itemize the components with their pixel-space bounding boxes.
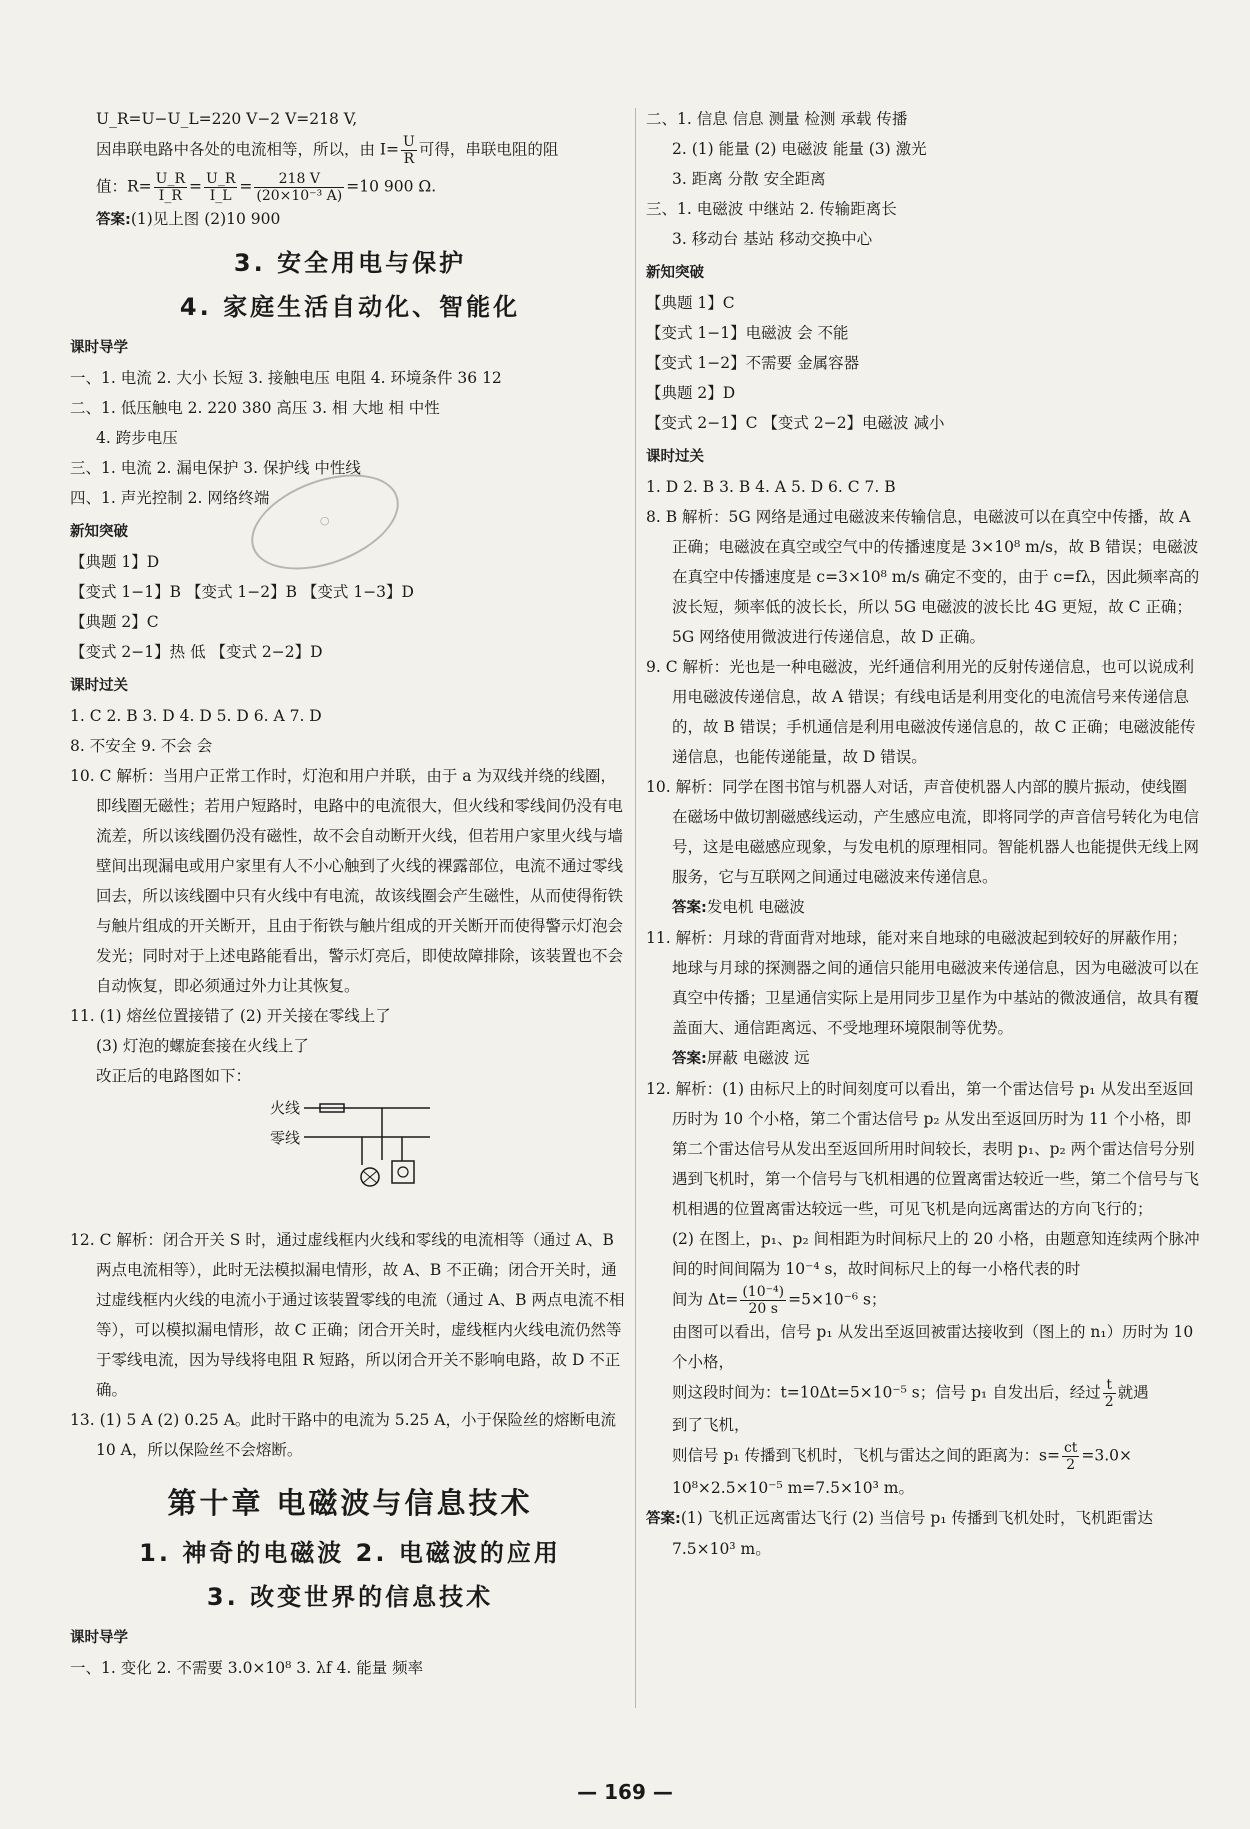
subsection-heading: 课时过关 [646, 449, 704, 465]
formula-line: 则这段时间为：t=10Δt=5×10⁻⁵ s；信号 p₁ 自发出后，经过 $\frac{t}{2}$ 就遇 [672, 1377, 1149, 1410]
subsection-heading: 新知突破 [70, 524, 128, 540]
text-line: 三、1. 电流 2. 漏电保护 3. 保护线 中性线 [70, 459, 361, 477]
text-line: 3. 距离 分散 安全距离 [672, 170, 826, 188]
text-line: 【变式 1−2】不需要 金属容器 [646, 354, 860, 372]
fraction: $\frac{U\_R}{I\_R}$ [155, 171, 186, 204]
chapter-title: 第十章 电磁波与信息技术 [167, 1486, 533, 1520]
text-line: 二、1. 低压触电 2. 220 380 高压 3. 相 大地 相 中性 [70, 399, 440, 417]
solution-paragraph: 9. C 解析：光也是一种电磁波，光纤通信利用光的反射传递信息，也可以说成利用电磁波传递信息，故 A 错误；有线电话是利用变化的电流信号来传递信息的，故 B 错误；手机通信是利用电磁波传递信息的，故 C 正确；电磁波能传递信息，也能传递能量，故 D 错误。 [646, 658, 1196, 766]
fraction: $\frac{U\_R}{I\_L}$ [206, 171, 236, 204]
text-line: 三、1. 电磁波 中继站 2. 传输距离长 [646, 200, 897, 218]
section-title: 1. 神奇的电磁波 2. 电磁波的应用 [139, 1539, 561, 1567]
solution-paragraph: 10. 解析：同学在图书馆与机器人对话，声音使机器人内部的膜片振动，使线圈在磁场中做切割磁感线运动，产生感应电流，即将同学的声音信号转化为电信号，这是电磁感应现象，与发电机的原理相同。智能机器人也能提供无线上网服务，它与互联网之间通过电磁波来传递信息。 [646, 778, 1200, 886]
answer-line: 答案:发电机 电磁波 [672, 898, 805, 916]
answer-line: 答案:(1) 飞机正远离雷达飞行 (2) 当信号 p₁ 传播到飞机处时，飞机距雷达 7.5×10³ m。 [646, 1509, 1153, 1558]
page-number: — 169 — [577, 1780, 673, 1804]
text-line: 1. C 2. B 3. D 4. D 5. D 6. A 7. D [70, 707, 322, 725]
subsection-heading: 课时导学 [70, 1630, 128, 1646]
text-line: 由图可以看出，信号 p₁ 从发出至返回被雷达接收到（图上的 n₁）历时为 10 个小格， [672, 1323, 1194, 1371]
fraction: $\frac{t}{2}$ [1104, 1377, 1114, 1410]
text-line: 4. 跨步电压 [96, 429, 178, 447]
text-line: 【典题 2】D [646, 384, 736, 402]
circuit-diagram [270, 1095, 440, 1205]
fraction: $\frac{U}{R}$ [403, 134, 415, 167]
solution-paragraph: 12. C 解析：闭合开关 S 时，通过虚线框内火线和零线的电流相等（通过 A、B 两点电流相等），此时无法模拟漏电情形，故 A、B 不正确；闭合开关时，通过虚线框内火线的电流小于通过该装置零线的电流（通过 A、B 两点电流不相等），可以模拟漏电情形，故 C 正确；闭合开关时，虚线框内火线电流仍然等于零线电流，因为导线将电阻 R 短路，所以闭合开关不影响电路，故 D 不正确。 [70, 1231, 625, 1399]
solution-paragraph: 8. B 解析：5G 网络是通过电磁波来传输信息，电磁波可以在真空中传播，故 A 正确；电磁波在真空或空气中的传播速度是 3×10⁸ m/s，故 B 错误；电磁波在真空中传播速度是 c=3×10⁸ m/s 确定不变的，由于 c=fλ，因此频率高的波长短，频率低的波长长，所以 5G 电磁波的波长比 4G 更短，故 C 正确；5G 网络使用微波进行传递信息，故 D 正确。 [646, 508, 1200, 646]
formula-line: 值：R= $\frac{U\_R}{I\_R}$ = $\frac{U\_R}{I\_L}$ = $\frac{218 V}{\text{(20×10⁻³ A)}}$ =10 900 Ω. [96, 171, 437, 204]
text-line: 3. 移动台 基站 移动交换中心 [672, 230, 873, 248]
column-divider [635, 108, 636, 1708]
text-line: 【变式 1−1】电磁波 会 不能 [646, 324, 849, 342]
text-line: 【变式 1−1】B 【变式 1−2】B 【变式 1−3】D [70, 583, 414, 601]
text-line: 因串联电路中各处的电流相等，所以，由 I= $\frac{U}{R}$ 可得，串联电阻的阻 [96, 134, 559, 167]
text-line: 二、1. 信息 信息 测量 检测 承载 传播 [646, 110, 908, 128]
text-line: 10⁸×2.5×10⁻⁵ m=7.5×10³ m。 [672, 1479, 914, 1497]
formula-line: 则信号 p₁ 传播到飞机时，飞机与雷达之间的距离为：s= $\frac{ct}{2}$ =3.0× [672, 1440, 1133, 1473]
formula-line: 间为 Δt= $\frac{\text{(10⁻⁴)}}{20 s}$ =5×10⁻⁶ s； [672, 1284, 887, 1317]
fraction: $\frac{\text{(10⁻⁴)}}{20 s}$ [742, 1284, 785, 1317]
text-line: 2. (1) 能量 (2) 电磁波 能量 (3) 激光 [672, 140, 927, 158]
text-line: 一、1. 电流 2. 大小 长短 3. 接触电压 电阻 4. 环境条件 36 12 [70, 369, 502, 387]
live-wire-label: 火线 [270, 1099, 301, 1117]
solution-paragraph: 12. 解析：(1) 由标尺上的时间刻度可以看出，第一个雷达信号 p₁ 从发出至返回历时为 10 个小格，第二个雷达信号 p₂ 从发出至返回历时为 11 个小格，即第二个雷达信号从发出至返回所用时间较长，表明 p₁、p₂ 两个雷达信号分别遇到飞机时，第一个信号与飞机相遇的位置离雷达较近一些，第二个信号与飞机相遇的位置离雷达较远一些，可见飞机是向远离雷达的方向飞行的； [646, 1080, 1200, 1218]
text-line: 【变式 2−1】C 【变式 2−2】电磁波 减小 [646, 414, 945, 432]
text-line: 改正后的电路图如下： [96, 1067, 252, 1085]
answer-line: 答案:屏蔽 电磁波 远 [672, 1049, 810, 1067]
subsection-heading: 课时导学 [70, 340, 128, 356]
fraction: $\frac{ct}{2}$ [1063, 1440, 1078, 1473]
text-line: (3) 灯泡的螺旋套接在火线上了 [96, 1037, 309, 1055]
neutral-wire-label: 零线 [270, 1129, 301, 1147]
solution-paragraph: 13. (1) 5 A (2) 0.25 A。此时干路中的电流为 5.25 A，小于保险丝的熔断电流 10 A，所以保险丝不会熔断。 [70, 1411, 616, 1459]
section-title: 3. 安全用电与保护 [233, 249, 467, 277]
left-column [70, 104, 630, 1683]
text-line: 11. (1) 熔丝位置接错了 (2) 开关接在零线上了 [70, 1007, 391, 1025]
text-line: (2) 在图上，p₁、p₂ 间相距为时间标尺上的 20 小格，由题意知连续两个脉冲间的时间间隔为 10⁻⁴ s，故时间标尺上的每一小格代表的时 [672, 1230, 1200, 1278]
solution-paragraph: 11. 解析：月球的背面背对地球，能对来自地球的电磁波起到较好的屏蔽作用；地球与月球的探测器之间的通信只能用电磁波来传递信息，因为电磁波可以在真空中传播；卫星通信实际上是用同步卫星作为中基站的微波通信，故具有覆盖面大、通信距离远、不受地理环境限制等优势。 [646, 929, 1200, 1037]
text-line: 四、1. 声光控制 2. 网络终端 [70, 489, 270, 507]
answer-line: 答案:(1)见上图 (2)10 900 [96, 210, 281, 228]
text-line: 一、1. 变化 2. 不需要 3.0×10⁸ 3. λf 4. 能量 频率 [70, 1659, 424, 1677]
section-title: 3. 改变世界的信息技术 [206, 1583, 494, 1611]
text-line: 8. 不安全 9. 不会 会 [70, 737, 213, 755]
watermark-stamp: ○ [238, 456, 411, 588]
text-line: 【典题 1】D [70, 553, 160, 571]
solution-paragraph: 10. C 解析：当用户正常工作时，灯泡和用户并联，由于 a 为双线并绕的线圈，即线圈无磁性；若用户短路时，电路中的电流很大，但火线和零线间仍没有电流差，所以该线圈仍没有磁性，故不会自动断开火线，但若用户家里火线与墙壁间出现漏电或用户家里有人不小心触到了火线的裸露部位，电流不通过零线回去，所以该线圈中只有火线中有电流，故该线圈会产生磁性，从而使得衔铁与触片组成的开关断开，且由于衔铁与触片组成的开关断开而使得警示灯泡会发光；同时对于上述电路能看出，警示灯亮后，即使故障排除，该装置也不会自动恢复，即必须通过外力让其恢复。 [70, 767, 624, 995]
socket-icon [392, 1161, 414, 1183]
text-line: 【变式 2−1】热 低 【变式 2−2】D [70, 643, 323, 661]
text-line: 【典题 1】C [646, 294, 735, 312]
formula-line: U_R=U−U_L=220 V−2 V=218 V, [96, 110, 358, 128]
text-line: 到了飞机， [672, 1416, 750, 1434]
text-line: 1. D 2. B 3. B 4. A 5. D 6. C 7. B [646, 478, 896, 496]
section-title: 4. 家庭生活自动化、智能化 [179, 293, 521, 321]
right-column [646, 104, 1201, 1564]
subsection-heading: 新知突破 [646, 265, 704, 281]
fraction: $\frac{218 V}{\text{(20×10⁻³ A)}}$ [256, 171, 343, 204]
text-line: 【典题 2】C [70, 613, 159, 631]
subsection-heading: 课时过关 [70, 678, 128, 694]
